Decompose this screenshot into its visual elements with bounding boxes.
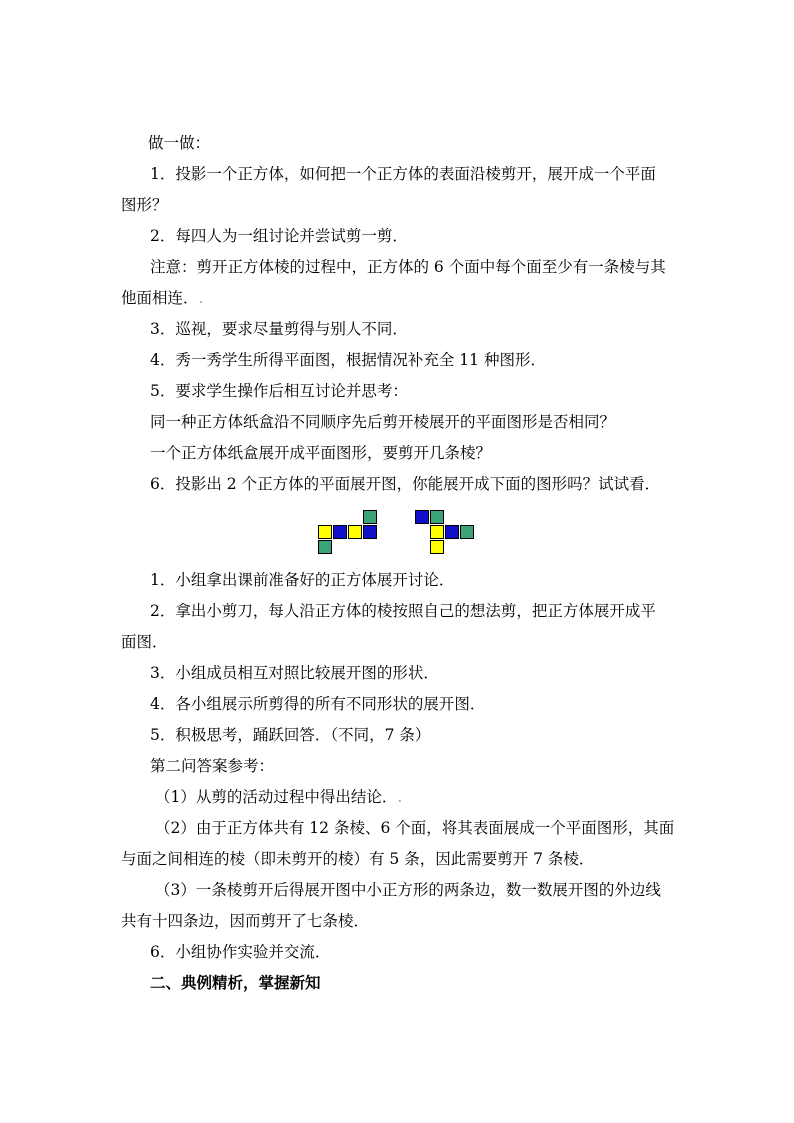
- answer-heading: 第二问答案参考：: [150, 757, 275, 775]
- paragraph-2: 2．每四人为一组讨论并尝试剪一剪．: [150, 227, 408, 245]
- cube-net-figure-1: [318, 510, 380, 558]
- paragraph-1a: 1．投影一个正方体，如何把一个正方体的表面沿棱剪开，展开成一个平面: [150, 165, 656, 183]
- answer-2a: （2）由于正方体共有 12 条棱、6 个面，将其表面展成一个平面图形，其面: [155, 819, 675, 837]
- step-2b: 面图．: [121, 633, 168, 651]
- question-1: 同一种正方体纸盒沿不同顺序先后剪开棱展开的平面图形是否相同？: [150, 413, 616, 431]
- section-heading: 二、典例精析，掌握新知: [150, 973, 321, 992]
- net2-cell: [430, 540, 444, 554]
- answer-1: [155, 787, 402, 807]
- note-b: [121, 288, 203, 308]
- answer-3a: （3）一条棱剪开后得展开图中小正方形的两条边，数一数展开图的外边线: [155, 881, 661, 899]
- net1-cell: [333, 525, 347, 539]
- net2-cell: [415, 510, 429, 524]
- paragraph-5: 5．要求学生操作后相互讨论并思考：: [150, 382, 408, 400]
- orange-dot: .: [198, 289, 204, 307]
- step-4: 4．各小组展示所剪得的所有不同形状的展开图．: [150, 695, 486, 713]
- step-5: 5．积极思考，踊跃回答．（不同，7 条）: [150, 726, 431, 744]
- net2-cell: [460, 525, 474, 539]
- heading-do-it: 做一做：: [148, 134, 211, 152]
- step-1: 1．小组拿出课前准备好的正方体展开讨论．: [150, 571, 455, 589]
- orange-dot: .: [397, 788, 403, 806]
- net1-cell: [318, 525, 332, 539]
- step-6: 6．小组协作实验并交流．: [150, 943, 331, 961]
- question-2: 一个正方体纸盒展开成平面图形，要剪开几条棱？: [150, 444, 492, 462]
- net1-cell: [348, 525, 362, 539]
- answer-3b: 共有十四条边，因而剪开了七条棱．: [121, 912, 370, 930]
- net1-cell: [318, 540, 332, 554]
- net2-cell: [445, 525, 459, 539]
- net2-cell: [430, 525, 444, 539]
- step-3: 3．小组成员相互对照比较展开图的形状．: [150, 664, 439, 682]
- paragraph-1b: 图形？: [121, 196, 168, 214]
- paragraph-4: 4．秀一秀学生所得平面图，根据情况补充全 11 种图形．: [150, 351, 546, 369]
- net2-cell: [430, 510, 444, 524]
- net1-cell: [363, 510, 377, 524]
- net1-cell: [363, 525, 377, 539]
- paragraph-3: 3．巡视，要求尽量剪得与别人不同．: [150, 320, 408, 338]
- paragraph-6: 6．投影出 2 个正方体的平面展开图，你能展开成下面的图形吗？试试看．: [150, 475, 661, 493]
- step-2a: 2．拿出小剪刀，每人沿正方体的棱按照自己的想法剪，把正方体展开成平: [150, 602, 656, 620]
- answer-1-text: （1）从剪的活动过程中得出结论．: [155, 788, 398, 806]
- note-a: 注意：剪开正方体棱的过程中，正方体的 6 个面中每个面至少有一条棱与其: [150, 258, 666, 276]
- note-b-text: 他面相连．: [121, 289, 199, 307]
- cube-net-figure-2: [415, 510, 477, 558]
- answer-2b: 与面之间相连的棱（即未剪开的棱）有 5 条，因此需要剪开 7 条棱．: [121, 850, 595, 868]
